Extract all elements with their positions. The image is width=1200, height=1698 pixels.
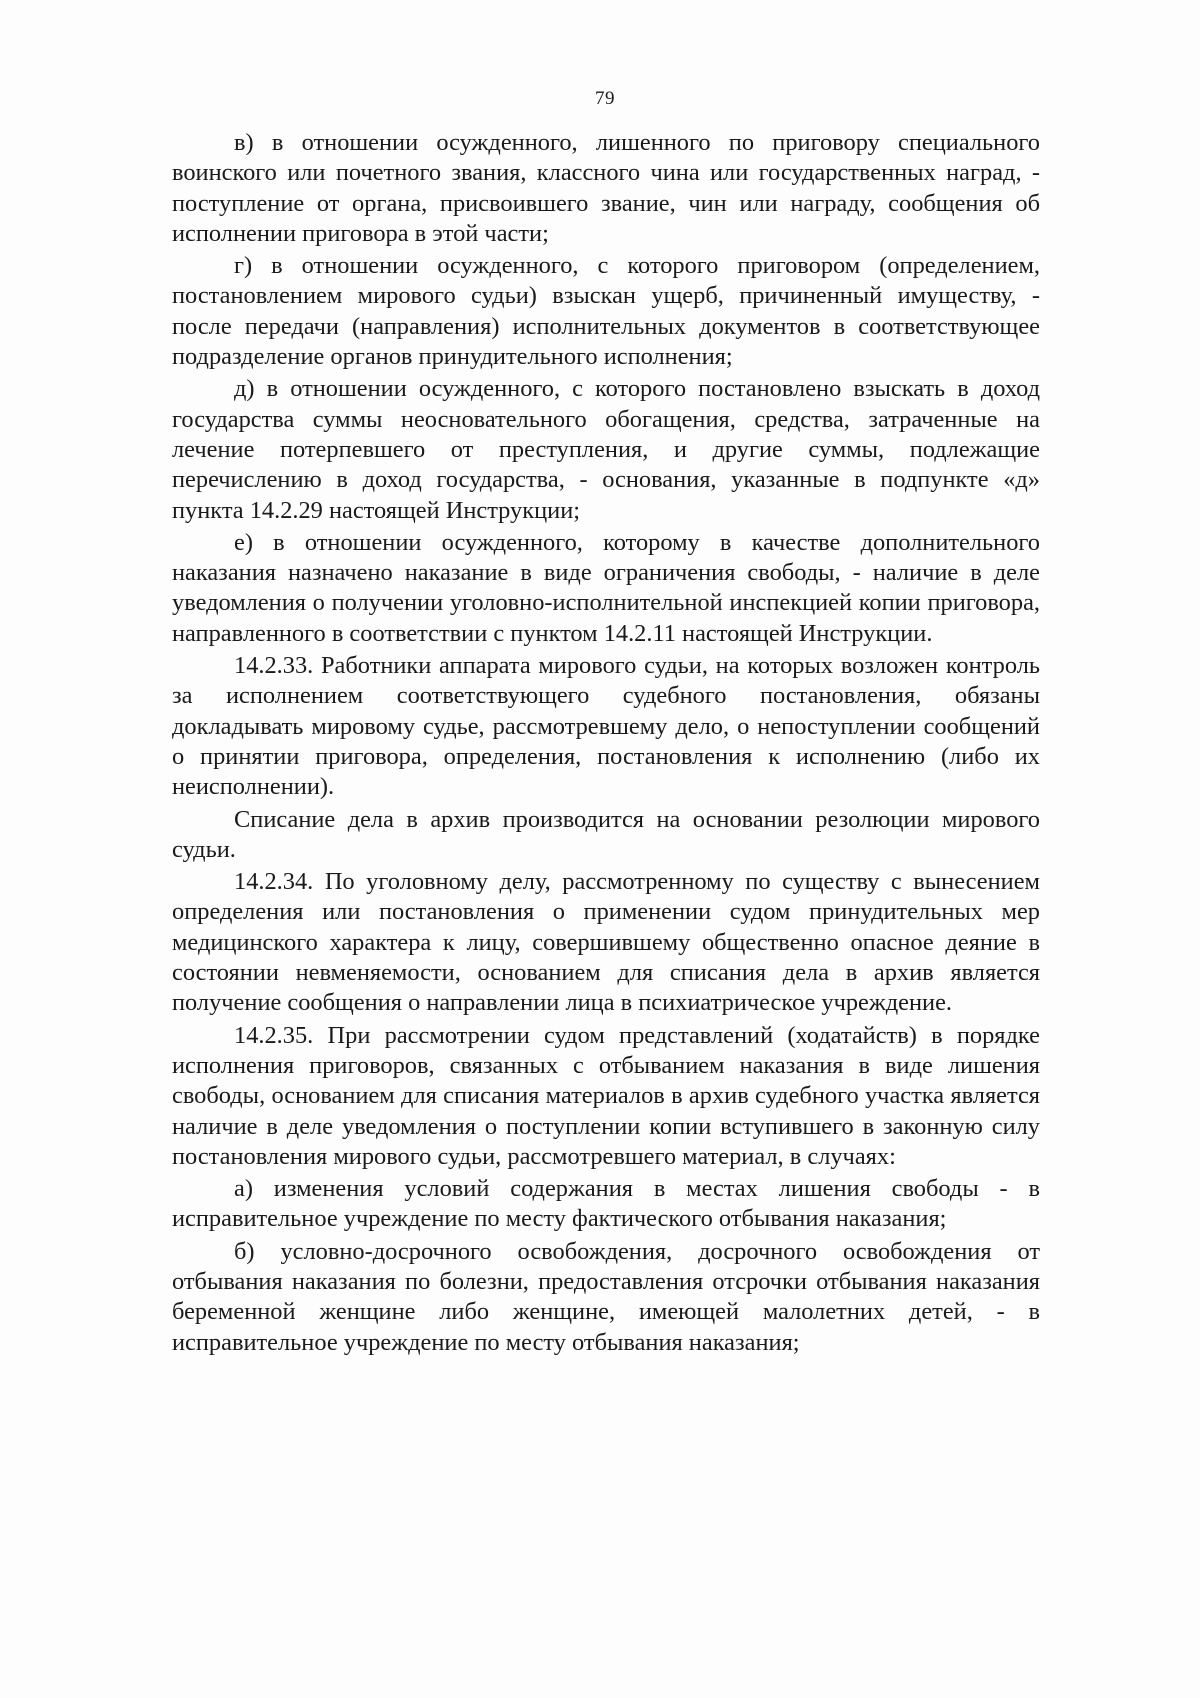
paragraph-item-v: в) в отношении осужденного, лишенного по приговору специального воинского или почетного звания, классного чина или государственных наград, - поступление от органа, присвоившего звание, чин или награду, сообщения об исполнении приговора в этой части; [172,129,1040,247]
paragraph-item-g: г) в отношении осужденного, с которого приговором (определением, постановлением мирового судьи) взыскан ущерб, причиненный имуществу, - после передачи (направления) исполнительных документов в соответствующее подразделение органов принудительного исполнения; [172,252,1040,371]
page-number: 79 [595,88,615,109]
paragraph-item-b: б) условно-досрочного освобождения, досрочного освобождения от отбывания наказания по болезни, предоставления отсрочки отбывания наказания беременной женщине либо женщине, имеющей малолетних детей, - в исправительное учреждение по месту отбывания наказания; [172,1237,1040,1356]
paragraph-14-2-35: 14.2.35. При рассмотрении судом представлений (ходатайств) в порядке исполнения приговоров, связанных с отбыванием наказания в виде лишения свободы, основанием для списания материалов в архив судебного участка является наличие в деле уведомления о поступлении копии вступившего в законную силу постановления мирового судьи, рассмотревшего материал, в случаях: [172,1021,1040,1170]
paragraph-14-2-34: 14.2.34. По уголовному делу, рассмотренному по существу с вынесением определения или постановления о применении судом принудительных мер медицинского характера к лицу, совершившему общественно опасное деяние в состоянии невменяемости, основанием для списания дела в архив является получение сообщения о направлении лица в психиатрическое учреждение. [172,868,1040,1017]
paragraph-archive-writeoff: Списание дела в архив производится на основании резолюции мирового судьи. [172,805,1040,863]
paragraph-item-e: е) в отношении осужденного, которому в качестве дополнительного наказания назначено наказание в виде ограничения свободы, - наличие в деле уведомления о получении уголовно-исполнительной инспекцией копии приговора, направленного в соответствии с пунктом 14.2.11 настоящей Инструкции. [172,528,1040,647]
paragraph-item-a: а) изменения условий содержания в местах лишения свободы - в исправительное учреждение по месту фактического отбывания наказания; [172,1175,1040,1233]
document-body [172,128,1040,1360]
paragraph-item-d: д) в отношении осужденного, с которого постановлено взыскать в доход государства суммы неосновательного обогащения, средства, затраченные на лечение потерпевшего от преступления, и другие суммы, подлежащие перечислению в доход государства, - основания, указанные в подпункте «д» пункта 14.2.29 настоящей Инструкции; [172,375,1040,524]
paragraph-14-2-33: 14.2.33. Работники аппарата мирового судьи, на которых возложен контроль за исполнением соответствующего судебного постановления, обязаны докладывать мировому судье, рассмотревшему дело, о непоступлении сообщений о принятии приговора, определения, постановления к исполнению (либо их неисполнении). [172,652,1040,801]
